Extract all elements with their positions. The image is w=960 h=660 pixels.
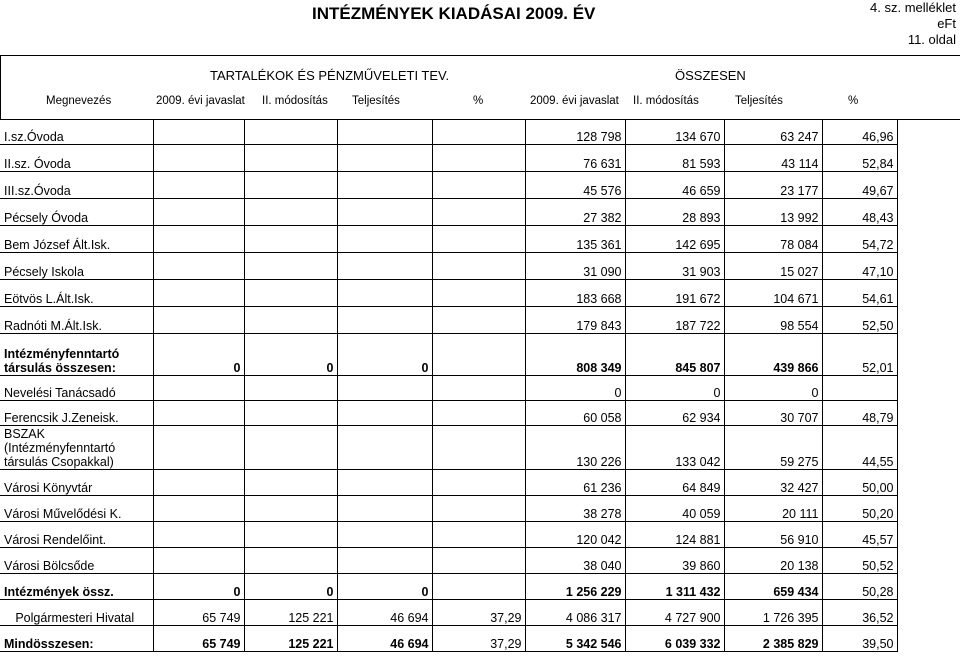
value-cell	[244, 172, 337, 199]
value-cell: 52,01	[822, 334, 897, 376]
table-row	[0, 548, 897, 574]
value-cell: 49,67	[822, 172, 897, 199]
col-header-perf-1: Teljesítés	[352, 95, 400, 107]
value-cell	[432, 496, 525, 522]
value-cell	[432, 376, 525, 401]
value-cell: 32 427	[724, 470, 822, 496]
table-row	[0, 307, 897, 334]
col-header-mod-1: II. módosítás	[262, 95, 328, 107]
value-cell: 2 385 829	[724, 626, 822, 652]
value-cell: 0	[525, 376, 625, 401]
value-cell	[432, 334, 525, 376]
value-cell: 63 247	[724, 120, 822, 145]
value-cell: 6 039 332	[625, 626, 724, 652]
value-cell: 46,96	[822, 120, 897, 145]
header-top-rule	[0, 55, 960, 56]
value-cell: 38 040	[525, 548, 625, 574]
value-cell: 120 042	[525, 522, 625, 548]
row-name-cell: I.sz.Óvoda	[0, 120, 153, 145]
header-left-border	[0, 55, 1, 119]
value-cell	[337, 548, 432, 574]
value-cell: 65 749	[153, 600, 244, 626]
table-row	[0, 626, 897, 652]
value-cell: 15 027	[724, 253, 822, 280]
value-cell: 191 672	[625, 280, 724, 307]
table-row	[0, 253, 897, 280]
row-name-cell: Városi Rendelőint.	[0, 522, 153, 548]
page-number: 11. oldal	[907, 32, 956, 47]
value-cell	[244, 496, 337, 522]
value-cell: 50,00	[822, 470, 897, 496]
value-cell: 808 349	[525, 334, 625, 376]
value-cell: 1 311 432	[625, 574, 724, 600]
value-cell	[244, 307, 337, 334]
value-cell: 43 114	[724, 145, 822, 172]
row-name-cell: Pécsely Óvoda	[0, 199, 153, 226]
value-cell: 50,28	[822, 574, 897, 600]
value-cell	[432, 307, 525, 334]
value-cell: 60 058	[525, 401, 625, 426]
value-cell: 133 042	[625, 426, 724, 470]
value-cell: 1 256 229	[525, 574, 625, 600]
value-cell: 135 361	[525, 226, 625, 253]
value-cell	[432, 145, 525, 172]
value-cell	[244, 145, 337, 172]
row-name-cell: Intézmények össz.	[0, 574, 153, 600]
table-row	[0, 470, 897, 496]
value-cell: 13 992	[724, 199, 822, 226]
value-cell: 0	[625, 376, 724, 401]
value-cell: 0	[153, 334, 244, 376]
value-cell: 37,29	[432, 626, 525, 652]
value-cell	[337, 280, 432, 307]
value-cell	[432, 426, 525, 470]
value-cell	[432, 172, 525, 199]
value-cell: 48,79	[822, 401, 897, 426]
value-cell: 48,43	[822, 199, 897, 226]
value-cell: 134 670	[625, 120, 724, 145]
value-cell	[432, 199, 525, 226]
value-cell: 0	[244, 334, 337, 376]
value-cell: 439 866	[724, 334, 822, 376]
value-cell	[153, 376, 244, 401]
value-cell: 37,29	[432, 600, 525, 626]
value-cell	[337, 199, 432, 226]
value-cell: 81 593	[625, 145, 724, 172]
value-cell: 45 576	[525, 172, 625, 199]
value-cell	[432, 574, 525, 600]
row-name-cell: Városi Könyvtár	[0, 470, 153, 496]
value-cell: 39 860	[625, 548, 724, 574]
value-cell: 50,52	[822, 548, 897, 574]
value-cell: 659 434	[724, 574, 822, 600]
value-cell	[153, 145, 244, 172]
value-cell	[153, 522, 244, 548]
table-row	[0, 145, 897, 172]
value-cell	[337, 172, 432, 199]
row-name-cell: Polgármesteri Hivatal	[0, 600, 153, 626]
value-cell: 179 843	[525, 307, 625, 334]
value-cell: 44,55	[822, 426, 897, 470]
value-cell: 40 059	[625, 496, 724, 522]
row-name-cell: Bem József Ált.Isk.	[0, 226, 153, 253]
row-name-cell: Pécsely Iskola	[0, 253, 153, 280]
value-cell	[432, 401, 525, 426]
row-name-cell: III.sz.Óvoda	[0, 172, 153, 199]
table-row	[0, 280, 897, 307]
value-cell: 46 659	[625, 172, 724, 199]
value-cell	[337, 401, 432, 426]
value-cell	[153, 426, 244, 470]
value-cell	[337, 145, 432, 172]
value-cell: 46 694	[337, 626, 432, 652]
value-cell	[337, 496, 432, 522]
table-row	[0, 120, 897, 145]
value-cell: 27 382	[525, 199, 625, 226]
value-cell: 30 707	[724, 401, 822, 426]
value-cell: 52,50	[822, 307, 897, 334]
value-cell: 20 138	[724, 548, 822, 574]
expenditure-table	[0, 119, 898, 652]
value-cell: 31 090	[525, 253, 625, 280]
table-row	[0, 226, 897, 253]
value-cell	[432, 120, 525, 145]
value-cell: 142 695	[625, 226, 724, 253]
value-cell	[337, 253, 432, 280]
value-cell: 59 275	[724, 426, 822, 470]
value-cell: 65 749	[153, 626, 244, 652]
value-cell: 183 668	[525, 280, 625, 307]
value-cell: 52,84	[822, 145, 897, 172]
value-cell	[244, 522, 337, 548]
value-cell	[432, 470, 525, 496]
value-cell	[337, 376, 432, 401]
col-header-perf-2: Teljesítés	[735, 95, 783, 107]
value-cell: 36,52	[822, 600, 897, 626]
value-cell: 39,50	[822, 626, 897, 652]
value-cell	[153, 548, 244, 574]
value-cell: 47,10	[822, 253, 897, 280]
unit-label: eFt	[937, 16, 956, 31]
value-cell: 0	[244, 574, 337, 600]
value-cell: 20 111	[724, 496, 822, 522]
table-row	[0, 376, 897, 401]
value-cell: 98 554	[724, 307, 822, 334]
group-reserves-heading: TARTALÉKOK ÉS PÉNZMŰVELETI TEV.	[210, 68, 450, 83]
value-cell: 187 722	[625, 307, 724, 334]
value-cell	[153, 226, 244, 253]
value-cell: 62 934	[625, 401, 724, 426]
value-cell	[153, 253, 244, 280]
value-cell: 125 221	[244, 600, 337, 626]
value-cell: 4 086 317	[525, 600, 625, 626]
value-cell	[153, 120, 244, 145]
row-name-cell: II.sz. Óvoda	[0, 145, 153, 172]
row-name-cell: Eötvös L.Ált.Isk.	[0, 280, 153, 307]
value-cell	[153, 496, 244, 522]
table-row	[0, 172, 897, 199]
row-name-cell: Radnóti M.Ált.Isk.	[0, 307, 153, 334]
table-row	[0, 574, 897, 600]
value-cell	[244, 401, 337, 426]
value-cell: 61 236	[525, 470, 625, 496]
value-cell: 0	[337, 574, 432, 600]
value-cell	[244, 199, 337, 226]
value-cell	[244, 470, 337, 496]
value-cell: 78 084	[724, 226, 822, 253]
value-cell: 28 893	[625, 199, 724, 226]
value-cell: 128 798	[525, 120, 625, 145]
col-header-plan-2: 2009. évi javaslat	[530, 95, 619, 107]
attachment-label: 4. sz. melléklet	[870, 0, 956, 15]
row-name-cell: Ferencsik J.Zeneisk.	[0, 401, 153, 426]
row-name-cell: Nevelési Tanácsadó	[0, 376, 153, 401]
value-cell	[432, 253, 525, 280]
value-cell	[244, 548, 337, 574]
value-cell	[337, 426, 432, 470]
value-cell	[153, 199, 244, 226]
value-cell: 124 881	[625, 522, 724, 548]
table-row	[0, 199, 897, 226]
col-header-mod-2: II. módosítás	[633, 95, 699, 107]
value-cell: 0	[724, 376, 822, 401]
value-cell: 0	[153, 574, 244, 600]
col-header-pct-2: %	[848, 95, 859, 107]
table-row	[0, 334, 897, 376]
value-cell: 0	[337, 334, 432, 376]
value-cell	[244, 376, 337, 401]
value-cell	[244, 253, 337, 280]
row-name-cell: Mindösszesen:	[0, 626, 153, 652]
value-cell	[432, 280, 525, 307]
table-row	[0, 496, 897, 522]
value-cell	[153, 307, 244, 334]
value-cell: 46 694	[337, 600, 432, 626]
row-name-cell: Városi Művelődési K.	[0, 496, 153, 522]
row-name-cell: Városi Bölcsőde	[0, 548, 153, 574]
value-cell	[337, 226, 432, 253]
value-cell: 845 807	[625, 334, 724, 376]
table-row	[0, 600, 897, 626]
value-cell: 130 226	[525, 426, 625, 470]
group-total-heading: ÖSSZESEN	[675, 68, 746, 83]
col-header-plan-1: 2009. évi javaslat	[156, 95, 245, 107]
value-cell: 64 849	[625, 470, 724, 496]
value-cell: 54,72	[822, 226, 897, 253]
value-cell: 104 671	[724, 280, 822, 307]
value-cell	[244, 120, 337, 145]
table-row	[0, 401, 897, 426]
page-title: INTÉZMÉNYEK KIADÁSAI 2009. ÉV	[312, 4, 596, 23]
value-cell	[432, 522, 525, 548]
value-cell	[432, 548, 525, 574]
row-name-cell: Intézményfenntartó társulás összesen:	[0, 334, 153, 376]
value-cell	[153, 172, 244, 199]
value-cell: 23 177	[724, 172, 822, 199]
row-name-cell: BSZAK (Intézményfenntartó társulás Csopakkal)	[0, 426, 153, 470]
value-cell	[244, 280, 337, 307]
value-cell	[244, 426, 337, 470]
table-row	[0, 426, 897, 470]
value-cell: 31 903	[625, 253, 724, 280]
value-cell: 1 726 395	[724, 600, 822, 626]
value-cell: 4 727 900	[625, 600, 724, 626]
col-header-pct-1: %	[473, 95, 484, 107]
value-cell	[153, 280, 244, 307]
value-cell	[153, 470, 244, 496]
value-cell	[337, 307, 432, 334]
value-cell	[337, 522, 432, 548]
value-cell: 76 631	[525, 145, 625, 172]
value-cell	[153, 401, 244, 426]
col-header-name: Megnevezés	[46, 95, 112, 107]
value-cell: 50,20	[822, 496, 897, 522]
value-cell: 56 910	[724, 522, 822, 548]
value-cell	[337, 120, 432, 145]
value-cell: 125 221	[244, 626, 337, 652]
value-cell	[244, 226, 337, 253]
value-cell	[822, 376, 897, 401]
table-row	[0, 522, 897, 548]
value-cell	[432, 226, 525, 253]
value-cell: 45,57	[822, 522, 897, 548]
value-cell: 5 342 546	[525, 626, 625, 652]
value-cell: 38 278	[525, 496, 625, 522]
value-cell: 54,61	[822, 280, 897, 307]
value-cell	[337, 470, 432, 496]
